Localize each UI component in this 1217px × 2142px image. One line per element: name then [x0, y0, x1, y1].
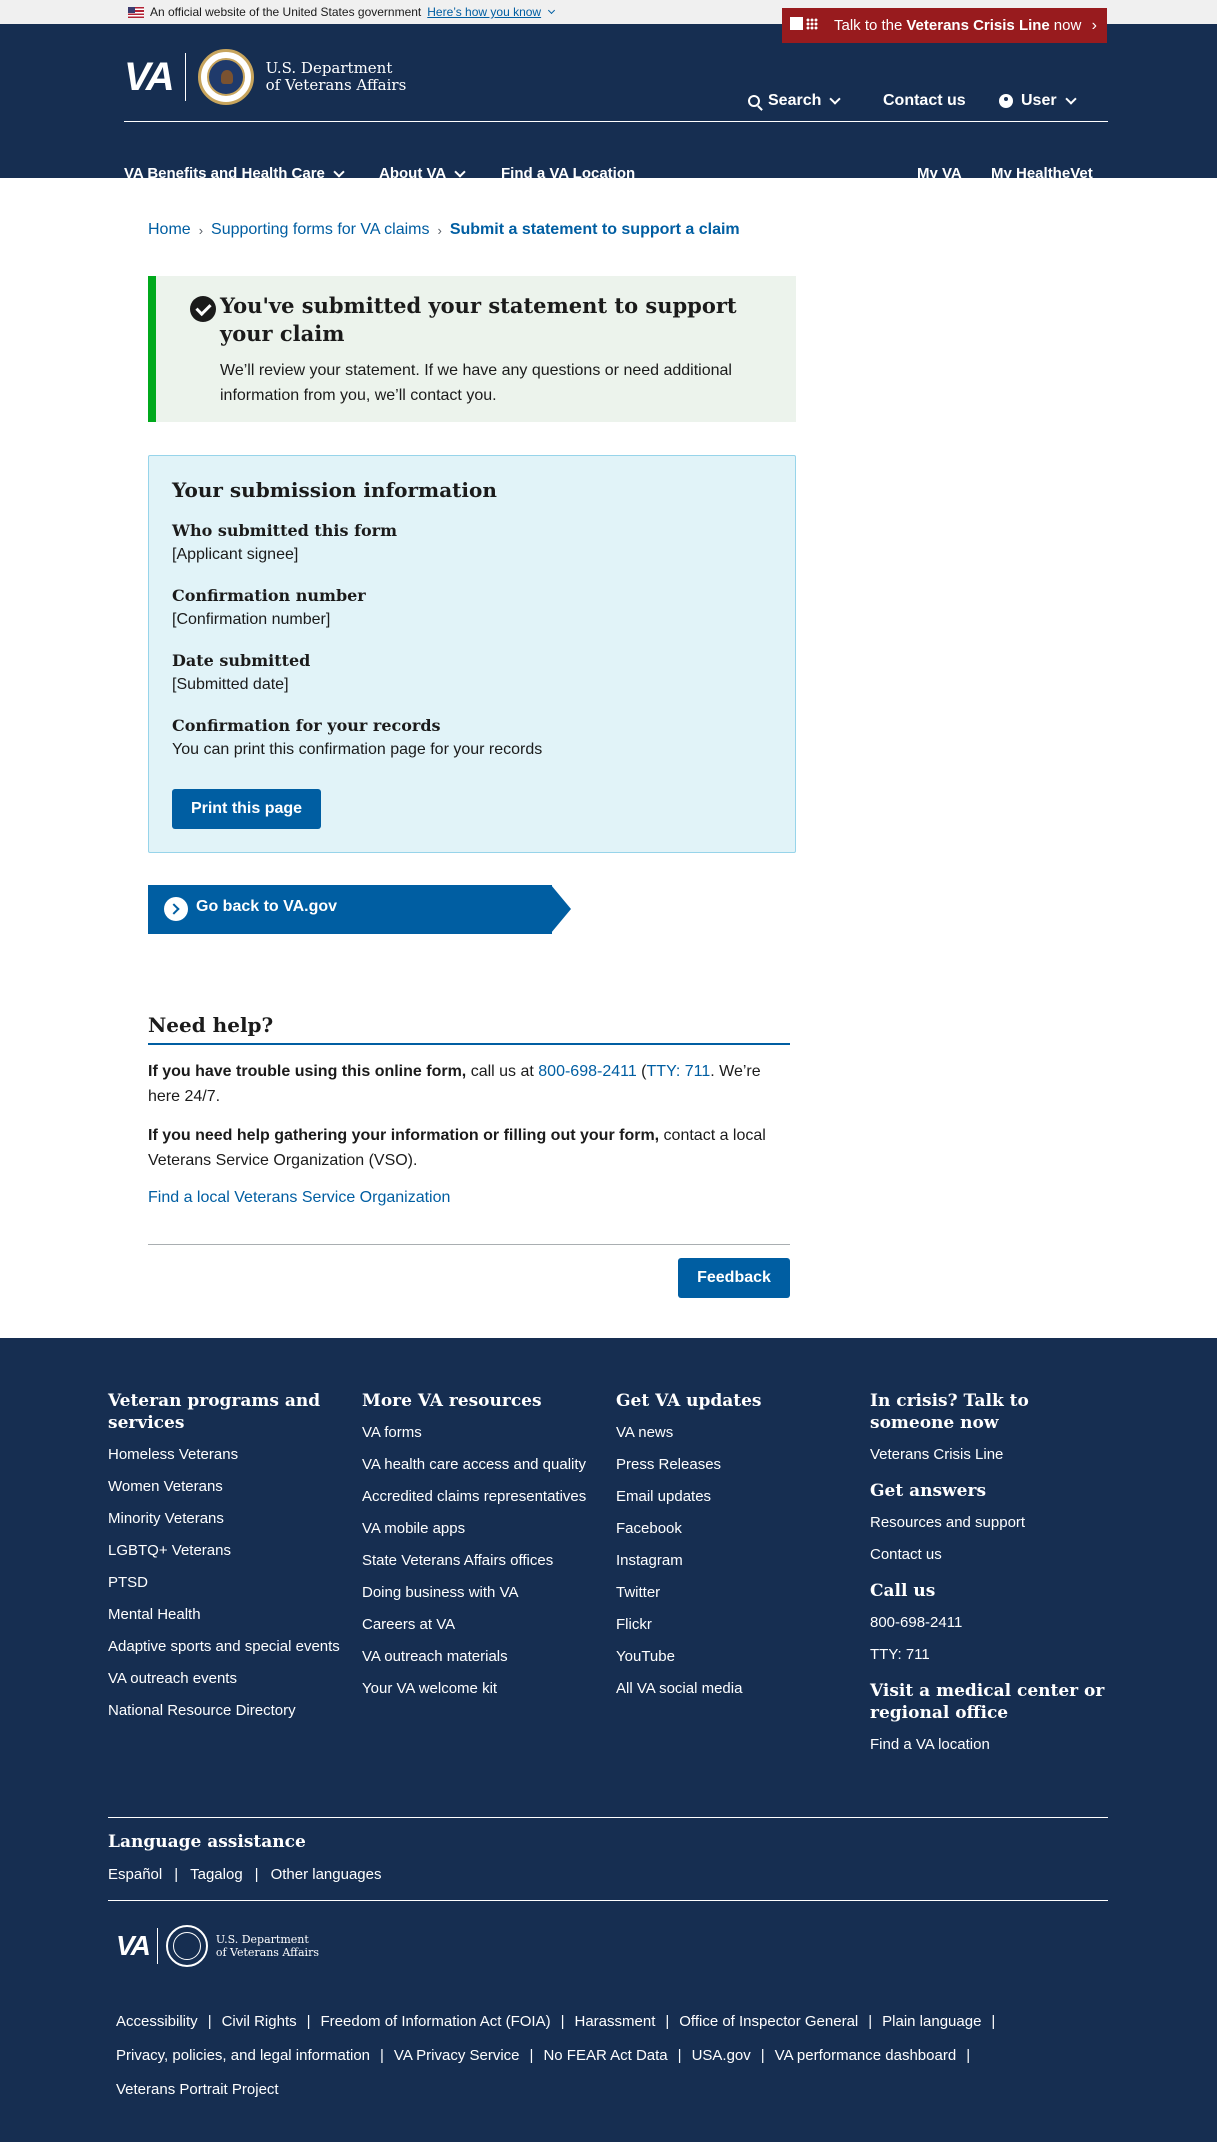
submission-heading: Your submission information — [172, 478, 497, 502]
separator: | — [868, 2013, 873, 2030]
language-link[interactable]: Other languages — [270, 1866, 382, 1883]
footer-link[interactable]: Homeless Veterans — [108, 1446, 239, 1463]
search-button[interactable]: Search — [748, 92, 839, 110]
need-help-section — [148, 1013, 790, 1207]
footer-divider — [108, 1817, 1108, 1818]
footer-call-link[interactable]: TTY: 711 — [870, 1646, 930, 1663]
chevron-down-icon — [1065, 93, 1076, 104]
legal-link[interactable]: Harassment — [574, 2013, 656, 2030]
nav-my-va[interactable]: My VA — [917, 165, 962, 182]
legal-link[interactable]: Accessibility — [116, 2013, 198, 2030]
footer-link[interactable]: Instagram — [616, 1552, 683, 1569]
contact-us-link[interactable]: Contact us — [883, 92, 966, 109]
language-link[interactable]: Español — [108, 1866, 163, 1883]
legal-link[interactable]: Office of Inspector General — [679, 2013, 859, 2030]
print-page-button[interactable]: Print this page — [172, 789, 321, 829]
chevron-right-icon: › — [198, 222, 204, 238]
footer-link[interactable]: VA health care access and quality — [362, 1456, 587, 1473]
va-seal-icon — [198, 49, 254, 105]
chevron-down-icon — [455, 166, 466, 177]
footer-link[interactable]: Minority Veterans — [108, 1510, 224, 1527]
breadcrumb — [148, 221, 740, 239]
footer-link[interactable]: VA outreach events — [108, 1670, 237, 1687]
footer-link[interactable]: Doing business with VA — [362, 1584, 519, 1601]
footer-link[interactable]: National Resource Directory — [108, 1702, 296, 1719]
footer-link[interactable]: Women Veterans — [108, 1478, 223, 1495]
footer-crisis-link[interactable]: Veterans Crisis Line — [870, 1446, 1004, 1463]
alert-title: You've submitted your statement to support your claim — [220, 293, 737, 346]
help-paragraph-2: If you need help gathering your information or filling out your form, contact a local Veterans Service Organization (VSO). — [148, 1127, 766, 1169]
footer-answers-link[interactable]: Contact us — [870, 1546, 942, 1563]
legal-link[interactable]: Civil Rights — [221, 2013, 297, 2030]
go-back-link[interactable]: Go back to VA.gov — [196, 898, 338, 915]
chevron-right-icon — [164, 897, 188, 921]
phone-link[interactable]: 800-698-2411 — [538, 1063, 637, 1080]
user-icon — [999, 94, 1013, 108]
legal-link[interactable]: VA performance dashboard — [774, 2047, 957, 2064]
footer-link[interactable]: Mental Health — [108, 1606, 201, 1623]
footer-link[interactable]: Email updates — [616, 1488, 712, 1505]
nav-find-location[interactable]: Find a VA Location — [501, 165, 636, 182]
separator: | — [380, 2047, 384, 2064]
footer-link[interactable]: All VA social media — [616, 1680, 743, 1697]
legal-link[interactable]: No FEAR Act Data — [543, 2047, 668, 2064]
legal-link[interactable]: Veterans Portrait Project — [116, 2081, 279, 2098]
footer-divider — [108, 1900, 1108, 1901]
footer-link[interactable]: Facebook — [616, 1520, 682, 1537]
va-logo-link[interactable] — [124, 49, 406, 105]
site-footer — [0, 1338, 1217, 2142]
footer-link[interactable]: VA outreach materials — [362, 1648, 508, 1665]
separator: | — [254, 1866, 259, 1883]
separator: | — [966, 2047, 971, 2064]
flag-icon — [128, 7, 144, 18]
separator: | — [665, 2013, 670, 2030]
separator: | — [677, 2047, 682, 2064]
breadcrumb-current[interactable]: Submit a statement to support a claim — [449, 221, 740, 238]
footer-link[interactable]: Flickr — [616, 1616, 652, 1633]
check-circle-icon — [190, 296, 216, 322]
nav-benefits[interactable]: VA Benefits and Health Care — [124, 165, 343, 182]
official-site-text: An official website of the United States government — [150, 5, 422, 19]
footer-link[interactable]: Accredited claims representatives — [362, 1488, 587, 1505]
chevron-right-icon: › — [437, 222, 442, 238]
language-link[interactable]: Tagalog — [190, 1866, 243, 1883]
legal-link[interactable]: USA.gov — [691, 2047, 751, 2064]
footer-link[interactable]: Adaptive sports and special events — [108, 1638, 340, 1655]
chat-icon — [790, 17, 820, 35]
site-header — [0, 24, 1217, 182]
breadcrumb-supporting-forms[interactable]: Supporting forms for VA claims — [211, 221, 430, 238]
legal-link[interactable]: VA Privacy Service — [393, 2047, 520, 2064]
footer-link[interactable]: YouTube — [616, 1648, 675, 1665]
legal-link[interactable]: Plain language — [882, 2013, 982, 2030]
nav-my-healthevet[interactable]: My HealtheVet — [991, 165, 1093, 182]
footer-col-resources: More VA resources VA forms VA health care access and quality Accredited claims representatives VA mobile apps State Veterans Affairs offices Doing business with VA Careers at VA VA outreach materials Your VA welcome kit — [362, 1390, 602, 1712]
separator: | — [174, 1866, 179, 1883]
footer-link[interactable]: VA mobile apps — [362, 1520, 466, 1537]
footer-link[interactable]: PTSD — [108, 1574, 149, 1591]
search-icon — [748, 95, 760, 107]
separator: | — [529, 2047, 534, 2064]
footer-link[interactable]: Twitter — [616, 1584, 661, 1601]
header-divider — [124, 121, 1108, 122]
footer-link[interactable]: VA forms — [362, 1424, 422, 1441]
legal-link[interactable]: Freedom of Information Act (FOIA) — [320, 2013, 551, 2030]
success-alert — [148, 276, 796, 422]
confirmation-number: Confirmation number [Confirmation number] — [172, 586, 366, 628]
tty-link[interactable]: TTY: 711 — [646, 1063, 711, 1080]
find-vso-link[interactable]: Find a local Veterans Service Organization — [148, 1189, 451, 1206]
veterans-crisis-line-button[interactable]: Talk to the Veterans Crisis Line now › — [782, 8, 1107, 43]
nav-about[interactable]: About VA — [379, 165, 464, 182]
footer-link[interactable]: State Veterans Affairs offices — [362, 1552, 554, 1569]
va-logo-text: VA — [124, 54, 173, 99]
footer-link[interactable]: Your VA welcome kit — [362, 1680, 498, 1697]
help-paragraph-1: If you have trouble using this online form, call us at 800-698-2411 (TTY: 711. We’re here 24/7. — [148, 1063, 761, 1105]
chevron-down-icon — [830, 93, 841, 104]
footer-col-contact: In crisis? Talk to someone now Veterans Crisis Line Get answers Resources and support Contact us Call us 800-698-2411 TTY: 711 Visit a medical center or regional office Find a VA location — [870, 1390, 1110, 1768]
footer-find-location-link[interactable]: Find a VA location — [870, 1736, 990, 1753]
legal-links — [116, 2005, 1016, 2107]
footer-call-link[interactable]: 800-698-2411 — [870, 1614, 963, 1631]
footer-link[interactable]: Press Releases — [616, 1456, 722, 1473]
breadcrumb-home[interactable]: Home — [148, 221, 191, 238]
legal-link[interactable]: Privacy, policies, and legal information — [116, 2047, 371, 2064]
help-divider — [148, 1244, 790, 1245]
heres-how-you-know-link[interactable]: Here’s how you know — [427, 5, 542, 19]
user-menu-button[interactable]: User — [999, 92, 1075, 110]
footer-answers-link[interactable]: Resources and support — [870, 1514, 1026, 1531]
department-name: U.S. Department of Veterans Affairs — [265, 59, 407, 94]
separator: | — [560, 2013, 565, 2030]
records-confirmation: Confirmation for your records You can print this confirmation page for your records — [172, 716, 543, 758]
separator: | — [760, 2047, 765, 2064]
feedback-button[interactable]: Feedback — [678, 1258, 790, 1298]
separator: | — [991, 2013, 996, 2030]
submission-info-box — [148, 455, 796, 853]
footer-link[interactable]: Careers at VA — [362, 1616, 456, 1633]
chevron-right-icon: › — [1091, 16, 1097, 34]
footer-va-logo[interactable]: VA U.S. Department of Veterans Affairs — [116, 1925, 319, 1967]
footer-col-updates: Get VA updates VA news Press Releases Email updates Facebook Instagram Twitter Flickr YouTube All VA social media — [616, 1390, 856, 1712]
footer-link[interactable]: VA news — [616, 1424, 674, 1441]
need-help-heading: Need help? — [148, 1013, 790, 1045]
va-seal-icon — [166, 1925, 208, 1967]
chevron-down-icon — [548, 7, 555, 14]
alert-body: We’ll review your statement. If we have any questions or need additional information from you, we’ll contact you. — [220, 362, 732, 404]
separator: | — [207, 2013, 212, 2030]
date-submitted: Date submitted [Submitted date] — [172, 651, 311, 693]
separator: | — [306, 2013, 311, 2030]
footer-link[interactable]: LGBTQ+ Veterans — [108, 1542, 231, 1559]
chevron-down-icon — [333, 166, 344, 177]
who-submitted: Who submitted this form [Applicant signee] — [172, 521, 397, 563]
go-back-action-link[interactable] — [148, 885, 572, 934]
language-assistance: Language assistance Español | Tagalog | Other languages — [108, 1832, 382, 1883]
footer-col-programs: Veteran programs and services Homeless Veterans Women Veterans Minority Veterans LGBTQ+ Veterans PTSD Mental Health Adaptive sports and special events VA outreach events National Resource Directory — [108, 1390, 348, 1734]
